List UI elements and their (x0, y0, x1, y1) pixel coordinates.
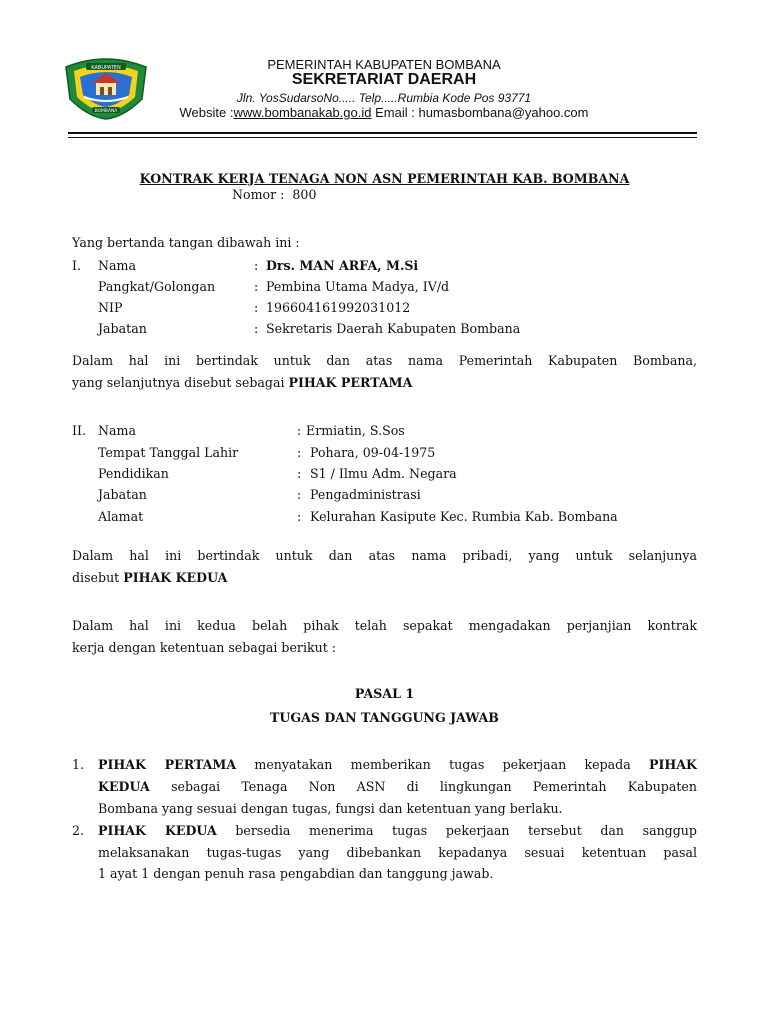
party2-label-position: Jabatan (98, 487, 147, 502)
party2-colon: : (297, 445, 302, 460)
number-label: Nomor : (232, 187, 285, 202)
letterhead-rule-thick (68, 132, 697, 134)
item2-line3: 1 ayat 1 dengan penuh rasa pengabdian dan tanggung jawab. (98, 866, 494, 881)
pihak-kedua-label: PIHAK KEDUA (123, 570, 228, 585)
item1-line3: Bombana yang sesuai dengan tugas, fungsi dan ketentuan yang berlaku. (98, 801, 563, 816)
party2-colon: : (297, 509, 302, 524)
item1-number: 1. (72, 757, 85, 772)
party1-value-nip: 196604161992031012 (266, 300, 411, 315)
party1-label-position: Jabatan (98, 321, 147, 336)
party2-value-name: Ermiatin, S.Sos (306, 423, 405, 438)
intro-text: Yang bertanda tangan dibawah ini : (72, 235, 300, 250)
party2-value-birth: Pohara, 09-04-1975 (310, 445, 436, 460)
pasal-subtitle: TUGAS DAN TANGGUNG JAWAB (270, 710, 499, 725)
party2-label-name: Nama (98, 423, 136, 438)
paragraph-party1-line2: yang selanjutnya disebut sebagai PIHAK PERTAMA (72, 375, 413, 390)
logo-bottom-text: BOMBANA (94, 108, 118, 114)
party1-label-nip: NIP (98, 300, 123, 315)
pihak-pertama-label: PIHAK PERTAMA (288, 375, 413, 390)
party1-value-rank: Pembina Utama Madya, IV/d (266, 279, 450, 294)
email-label: Email : (371, 105, 419, 120)
letterhead-address: Jln. YosSudarsoNo..... Telp.....Rumbia Kode Pos 93771 (236, 91, 532, 105)
item2-number: 2. (72, 823, 85, 838)
party1-label-rank: Pangkat/Golongan (98, 279, 216, 294)
number-value: 800 (292, 187, 317, 202)
paragraph-agreement-line2: kerja dengan ketentuan sebagai berikut : (72, 640, 337, 655)
party2-label-birth: Tempat Tanggal Lahir (98, 445, 239, 460)
paragraph-party1-line1: Dalam hal ini bertindak untuk dan atas nama Pemerintah Kabupaten Bombana, (72, 353, 697, 368)
letterhead-government: PEMERINTAH KABUPATEN BOMBANA (267, 57, 501, 72)
party2-label-address: Alamat (98, 509, 144, 524)
party2-colon: : (297, 487, 302, 502)
party1-value-name: Drs. MAN ARFA, M.Si (266, 258, 419, 273)
paragraph-party2-line1: Dalam hal ini bertindak untuk dan atas nama pribadi, yang untuk selanjunya (72, 548, 697, 563)
item1-line2: KEDUA sebagai Tenaga Non ASN di lingkungan Pemerintah Kabupaten (98, 779, 697, 794)
party1-number: I. (72, 258, 81, 273)
letterhead-contact (110, 105, 658, 120)
party2-value-education: S1 / Ilmu Adm. Negara (310, 466, 457, 481)
party2-value-position: Pengadministrasi (310, 487, 421, 502)
document-number (232, 187, 316, 202)
pasal-title: PASAL 1 (354, 686, 415, 701)
item1-line1: PIHAK PERTAMA menyatakan memberikan tugas pekerjaan kepada PIHAK (98, 757, 697, 772)
letterhead-rule-thin (68, 137, 697, 138)
party2-number: II. (72, 423, 86, 438)
party2-colon: : (297, 423, 302, 438)
party1-label-name: Nama (98, 258, 136, 273)
party1-colon: : (254, 300, 259, 315)
party1-colon: : (254, 321, 259, 336)
logo-top-text: KABUPATEN (91, 64, 121, 71)
party1-colon: : (254, 258, 259, 273)
party1-colon: : (254, 279, 259, 294)
website-label: Website : (179, 105, 234, 120)
email-address: humasbombana@yahoo.com (418, 105, 589, 120)
item2-line1: PIHAK KEDUA bersedia menerima tugas pekerjaan tersebut dan sanggup (98, 823, 697, 838)
party2-colon: : (297, 466, 302, 481)
party1-value-position: Sekretaris Daerah Kabupaten Bombana (266, 321, 521, 336)
document-title: KONTRAK KERJA TENAGA NON ASN PEMERINTAH KAB. BOMBANA (139, 171, 630, 186)
letterhead-office: SEKRETARIAT DAERAH (291, 71, 477, 88)
party2-value-address: Kelurahan Kasipute Kec. Rumbia Kab. Bombana (310, 509, 618, 524)
paragraph-party2-line2: disebut PIHAK KEDUA (72, 570, 228, 585)
website-link[interactable]: www.bombanakab.go.id (233, 105, 372, 120)
item2-line2: melaksanakan tugas-tugas yang dibebankan kepadanya sesuai ketentuan pasal (98, 845, 697, 860)
party2-label-education: Pendidikan (98, 466, 169, 481)
paragraph-agreement-line1: Dalam hal ini kedua belah pihak telah sepakat mengadakan perjanjian kontrak (72, 618, 697, 633)
